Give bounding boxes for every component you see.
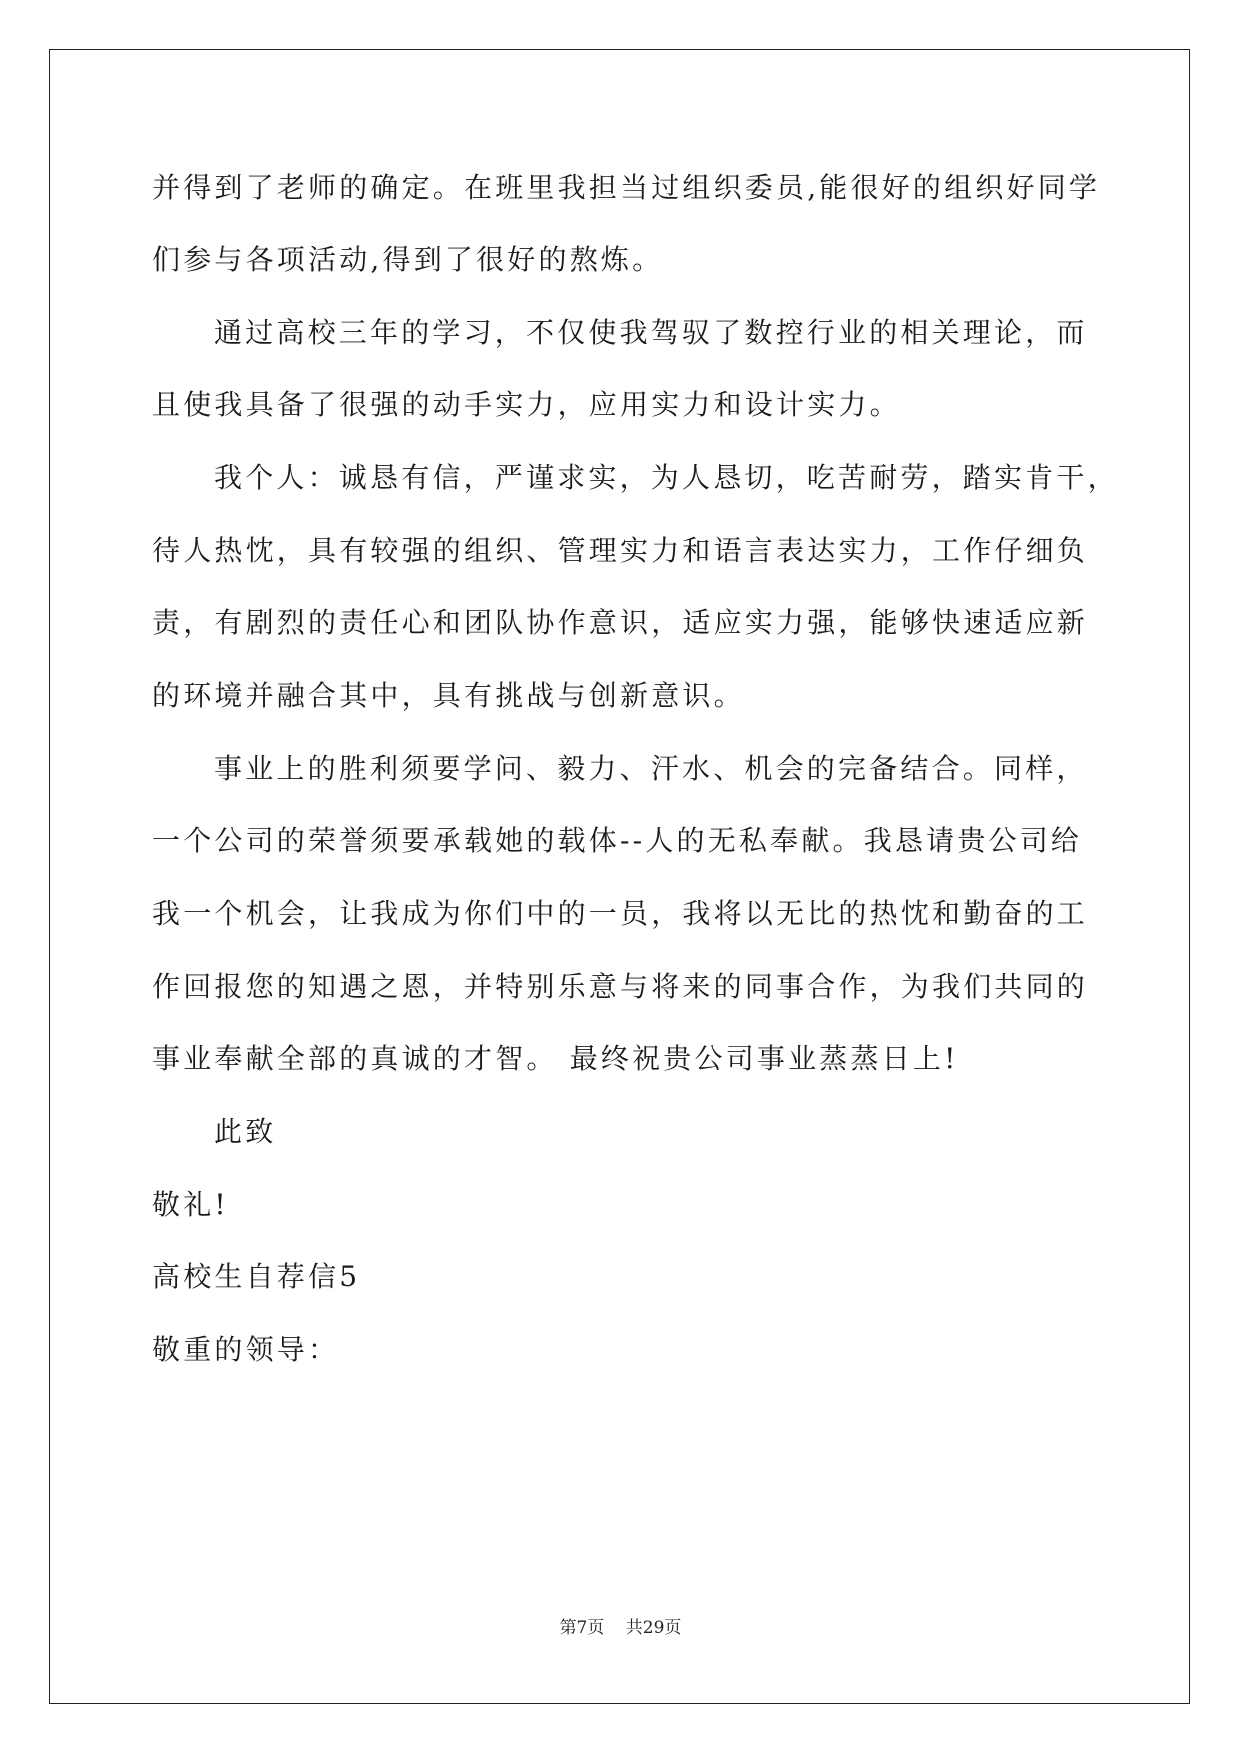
text-line: 我一个机会，让我成为你们中的一员，我将以无比的热忱和勤奋的工 [152, 897, 1089, 930]
text-line: 且使我具备了很强的动手实力，应用实力和设计实力。 [152, 388, 901, 421]
page-footer [0, 1616, 1241, 1640]
page-number: 第7页 [559, 1618, 605, 1638]
text-line: 作回报您的知遇之恩，并特别乐意与将来的同事合作，为我们共同的 [152, 970, 1089, 1003]
text-line: 待人热忱，具有较强的组织、管理实力和语言表达实力，工作仔细负 [152, 534, 1089, 567]
paragraph-line: 我个人：诚恳有信，严谨求实，为人恳切，吃苦耐劳，踏实肯干， [214, 461, 1119, 494]
greeting-line: 敬重的领导： [152, 1333, 340, 1366]
salutation-line: 敬礼! [152, 1188, 229, 1221]
paragraph-line: 通过高校三年的学习，不仅使我驾驭了数控行业的相关理论，而 [214, 316, 1088, 349]
paragraph-line: 事业上的胜利须要学问、毅力、汗水、机会的完备结合。同样， [214, 752, 1088, 785]
text-line: 事业奉献全部的真诚的才智。 最终祝贵公司事业蒸蒸日上! [152, 1042, 959, 1075]
text-line: 们参与各项活动,得到了很好的熬炼。 [152, 243, 664, 276]
page-border [49, 49, 1190, 1704]
text-line: 并得到了老师的确定。在班里我担当过组织委员,能很好的组织好同学 [152, 171, 1101, 204]
page-total: 共29页 [625, 1618, 682, 1638]
text-line: 责，有剧烈的责任心和团队协作意识，适应实力强，能够快速适应新 [152, 606, 1089, 639]
section-title: 高校生自荐信5 [152, 1260, 361, 1293]
text-line: 的环境并融合其中，具有挑战与创新意识。 [152, 679, 745, 712]
text-line: 一个公司的荣誉须要承载她的载体--人的无私奉献。我恳请贵公司给 [152, 824, 1083, 857]
closing-line: 此致 [214, 1115, 277, 1148]
